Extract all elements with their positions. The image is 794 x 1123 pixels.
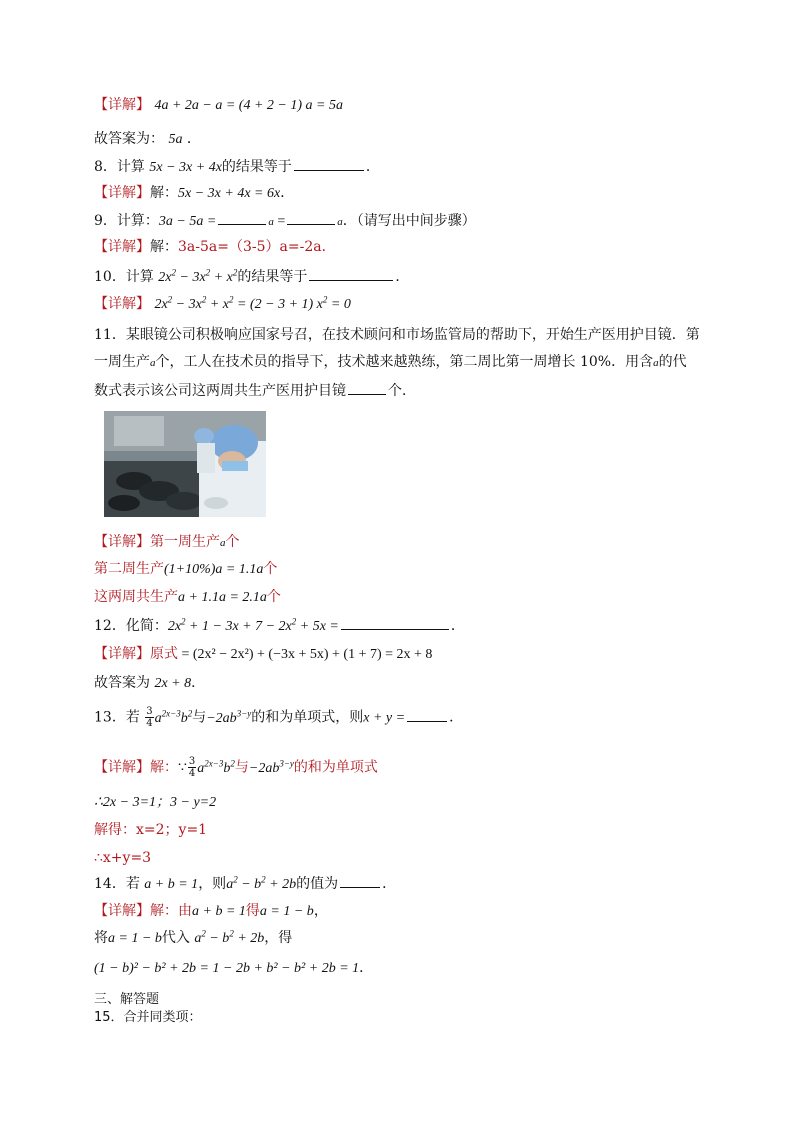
answer-blank[interactable]: [218, 210, 266, 225]
answer-line: (1 − b)² − b² + 2b = 1 − 2b + b² − b² + 2b = 1．: [94, 960, 374, 976]
question-11-line3: 数式表示该公司这两周共生产医用护目镜 个．: [94, 380, 416, 401]
answer-line: 第二周生产(1+10%)a = 1.1a个: [94, 561, 278, 577]
answer-line: 【详解】解：由a + b = 1得a = 1 − b，: [94, 903, 328, 919]
question-12: 12．化简：$2x^2 + 1 - 3x + 7 - 2x^2 + 5x$ = ．: [94, 616, 465, 634]
answer-line: ∴x+y=3: [94, 850, 152, 866]
answer-line: 【详解】原式 = (2x² − 2x²) + (−3x + 5x) + (1 + 7) = 2x + 8: [94, 646, 433, 662]
math-expression: 5a: [168, 132, 183, 147]
answer-line: [94, 95, 343, 116]
answer-blank[interactable]: [309, 266, 393, 281]
question-11-line1: 11．某眼镜公司积极响应国家号召，在技术顾问和市场监管局的帮助下，开始生产医用护目镜．第: [94, 327, 700, 343]
math-expression: 4a + 2a − a = (4 + 2 − 1) a = 5a: [154, 98, 343, 113]
question-13: 13．若 $\frac{3}{4}$ $a^{2x-3}b^2$与$-2ab^{3-y}$的和为单项式，则x + y = ．: [94, 706, 464, 729]
section-heading: 三、解答题: [94, 992, 160, 1007]
answer-blank[interactable]: [287, 210, 335, 225]
answer-label: 故答案为：: [94, 131, 164, 147]
question-15: 15．合并同类项：: [94, 1010, 202, 1025]
answer-line: 【详解】 $2x^2 - 3x^2 + x^2 = (2 - 3 + 1) x^2 = 0$: [94, 294, 351, 312]
answer-line: 故答案为 2x + 8．: [94, 675, 206, 691]
answer-line: 故答案为： 5a ．: [94, 131, 201, 147]
factory-workers-photo: [104, 411, 266, 517]
question-10: 10．计算 $2x^2 - 3x^2 + x^2$的结果等于 ．: [94, 267, 410, 285]
answer-blank[interactable]: [340, 873, 380, 888]
answer-line: 【详解】解：3a-5a=（3-5）a=-2a．: [94, 239, 336, 255]
detail-tag: 【详解】: [94, 97, 150, 113]
answer-blank[interactable]: [348, 380, 386, 395]
question-9: 9．计算：3a − 5a = a = a．（请写出中间步骤）: [94, 210, 476, 232]
answer-line: 【详解】解：∵ $\frac{3}{4}$ $a^{2x-3}b^2$与$-2ab^{3-y}$的和为单项式: [94, 756, 378, 779]
question-8: 8．计算 5x − 3x + 4x的结果等于 ．: [94, 156, 380, 178]
question-11-line2: 一周生产a个，工人在技术员的指导下，技术越来越熟练，第二周比第一周增长 10%．用含a的代: [94, 354, 687, 370]
answer-line: 将a = 1 − b代入 $a^2 - b^2 + 2b$，得: [94, 928, 293, 946]
answer-line: 【详解】第一周生产a个: [94, 534, 240, 550]
answer-line: 这两周共生产a + 1.1a = 2.1a个: [94, 589, 281, 605]
answer-line: 解得：x=2；y=1: [94, 822, 208, 838]
answer-blank[interactable]: [294, 156, 364, 171]
answer-line: 【详解】解：5x − 3x + 4x = 6x．: [94, 185, 295, 201]
question-14: 14．若 a + b = 1，则$a^2 - b^2 + 2b$的值为 ．: [94, 874, 397, 892]
answer-line: ∴2x − 3=1；3 − y=2: [94, 795, 217, 810]
answer-blank[interactable]: [407, 707, 447, 722]
answer-blank[interactable]: [341, 615, 449, 630]
